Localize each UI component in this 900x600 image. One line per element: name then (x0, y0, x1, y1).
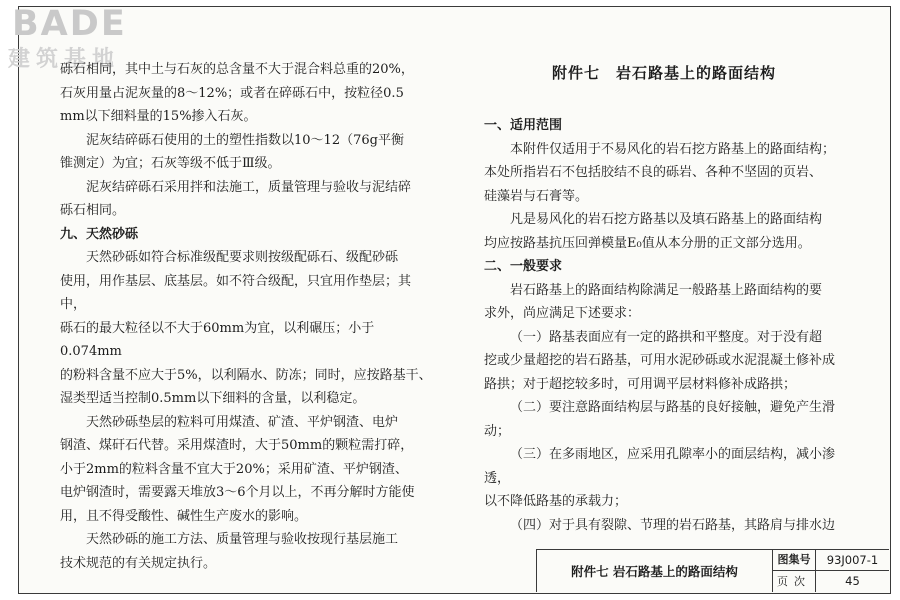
atlas-number-label: 图集号 (773, 550, 816, 571)
text-line: 岩石路基上的路面结构除满足一般路基上路面结构的要 (510, 282, 823, 298)
text-line: 砾石相同。 (60, 203, 126, 218)
text-line: 动； (484, 423, 511, 439)
section-heading: 九、天然砂砾 (60, 226, 139, 242)
text-line: 用，且不得受酸性、碱性生产废水的影响。 (60, 508, 308, 524)
text-line: 泥灰结碎砾石使用的土的塑性指数以10～12（76g平衡 (86, 132, 404, 148)
text-line: 砾石的最大粒径以不大于60mm为宜，以利碾压；小于0.074mm (60, 320, 375, 359)
text-line: 小于2mm的粒料含量不宜大于20%；采用矿渣、平炉钢渣、 (60, 461, 408, 477)
text-line: 天然砂砾如符合标准级配要求则按级配砾石、级配砂砾 (86, 250, 399, 265)
text-line: 凡是易风化的岩石挖方路基以及填石路基上的路面结构 (510, 212, 823, 227)
text-line: 锥测定）为宜；石灰等级不低于Ⅲ级。 (60, 156, 281, 171)
text-line: （二）要注意路面结构层与路基的良好接触，避免产生滑 (510, 400, 836, 415)
text-line: 石灰用量占泥灰量的8～12%；或者在碎砾石中，按粒径0.5 (60, 85, 404, 101)
text-line: 使用，用作基层、底基层。如不符合级配，只宜用作垫层；其中， (60, 273, 412, 312)
text-line: 天然砂砾的施工方法、质量管理与验收按现行基层施工 (86, 532, 399, 547)
atlas-number: 93J007-1 (816, 550, 889, 571)
text-line: mm以下细料量的15%掺入石灰。 (60, 109, 257, 124)
page-number: 45 (845, 574, 860, 588)
text-line: 求外，尚应满足下述要求： (484, 306, 641, 321)
section-heading: 二、一般要求 (484, 259, 563, 274)
left-column (60, 58, 432, 575)
text-line: 的粉料含量不应大于5%，以利隔水、防冻；同时，应按路基干、 (60, 367, 432, 383)
text-line: 砾石相同，其中土与石灰的总含量不大于混合料总重的20%， (60, 62, 414, 77)
appendix-title: 附件七 岩石路基上的路面结构 (551, 64, 776, 82)
watermark-brand: BADE (12, 4, 127, 44)
text-line: 泥灰结碎砾石采用拌和法施工，质量管理与验收与泥结碎 (86, 179, 412, 195)
text-line: 天然砂砾垫层的粒料可用煤渣、矿渣、平炉钢渣、电炉 (86, 414, 399, 430)
text-line: 电炉钢渣时，需要露天堆放3～6个月以上，不再分解时方能使 (60, 485, 415, 500)
text-line: 以不降低路基的承载力； (484, 494, 628, 509)
title-block (536, 549, 889, 592)
watermark-cn: 建筑基地 (8, 47, 121, 72)
right-column (484, 114, 844, 537)
text-line: 湿类型适当控制0.5mm以下细料的含量，以利稳定。 (60, 391, 366, 406)
page-label: 页次 (773, 571, 816, 592)
text-line: 本处所指岩石不包括胶结不良的砾岩、各种不坚固的页岩、 (484, 165, 823, 180)
text-line: 均应按路基抗压回弹模量E₀值从本分册的正文部分选用。 (484, 235, 811, 251)
text-line: （四）对于具有裂隙、节理的岩石路基，其路肩与排水边 (510, 517, 836, 533)
text-line: 硅藻岩与石膏等。 (484, 188, 589, 204)
text-line: 路拱；对于超挖较多时，可用调平层材料修补成路拱； (484, 376, 797, 392)
text-line: （一）路基表面应有一定的路拱和平整度。对于没有超 (510, 329, 823, 345)
text-line: 挖或少量超挖的岩石路基，可用水泥砂砾或水泥混凝土修补成 (484, 353, 836, 368)
text-line: 技术规范的有关规定执行。 (60, 555, 217, 571)
text-line: 本附件仅适用于不易风化的岩石挖方路基上的路面结构； (510, 141, 836, 157)
text-line: （三）在多雨地区，应采用孔隙率小的面层结构，减小渗透， (484, 447, 836, 486)
section-heading: 一、适用范围 (484, 118, 563, 133)
text-line: 钢渣、煤矸石代替。采用煤渣时，大于50mm的颗粒需打碎， (60, 438, 414, 453)
title-block-title: 附件七 岩石路基上的路面结构 (537, 550, 773, 592)
